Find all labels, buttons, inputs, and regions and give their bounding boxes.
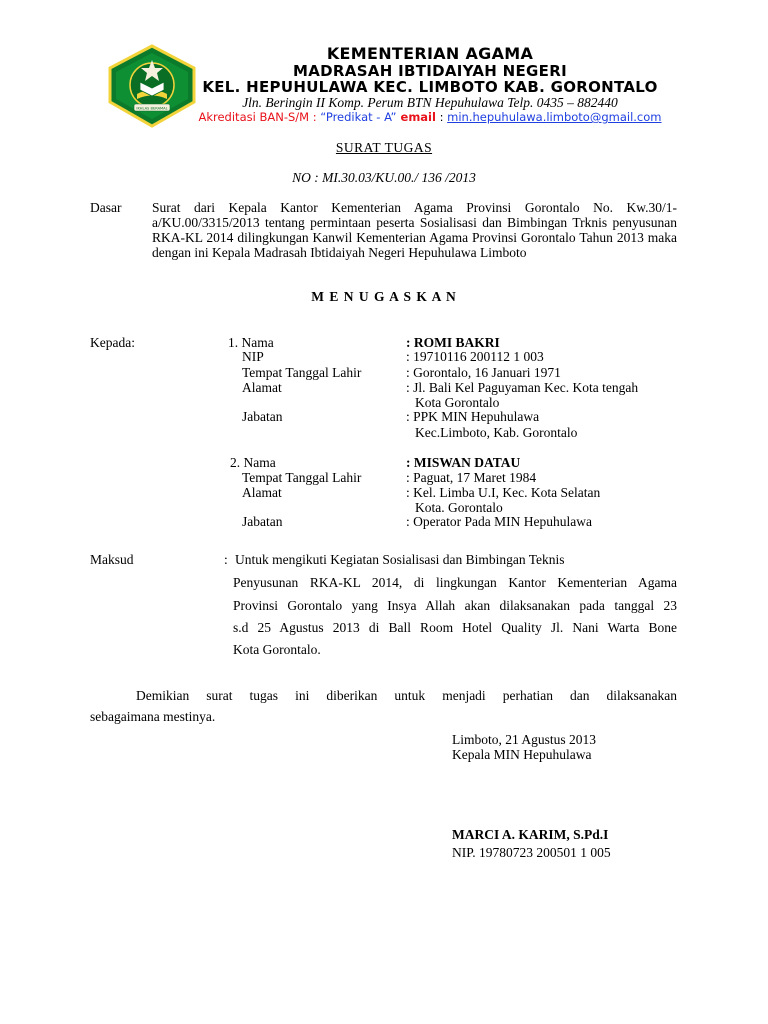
p1-alamat-label: Alamat xyxy=(242,380,282,395)
email-separator: : xyxy=(435,110,448,124)
signer-nip: NIP. 19780723 200501 1 005 xyxy=(452,845,611,860)
maksud-line: Penyusunan RKA-KL 2014, di lingkungan Kantor Kementerian Agama xyxy=(233,575,677,590)
p1-jabatan-line2: Kec.Limboto, Kab. Gorontalo xyxy=(415,425,578,440)
accreditation-label: Akreditasi BAN-S/M : xyxy=(198,110,321,124)
maksud-colon: : xyxy=(224,552,228,567)
maksud-label: Maksud xyxy=(90,552,134,567)
signer-name: MARCI A. KARIM, S.Pd.I xyxy=(452,827,609,842)
p1-alamat-line1: : Jl. Bali Kel Paguyaman Kec. Kota tengah xyxy=(406,380,639,395)
p2-ttl-label: Tempat Tanggal Lahir xyxy=(242,470,362,485)
kepada-label: Kepada: xyxy=(90,335,135,350)
p2-alamat-label: Alamat xyxy=(242,485,282,500)
header-location: KEL. HEPUHULAWA KEC. LIMBOTO KAB. GORONTALO xyxy=(202,78,658,96)
maksud-line: Untuk mengikuti Kegiatan Sosialisasi dan Bimbingan Teknis xyxy=(235,552,565,567)
p2-jabatan: : Operator Pada MIN Hepuhulawa xyxy=(406,514,592,529)
p2-nama-label: 2. Nama xyxy=(230,455,276,470)
p2-ttl: : Paguat, 17 Maret 1984 xyxy=(406,470,537,485)
dasar-text: Surat dari Kepala Kantor Kementerian Agama Provinsi Gorontalo No. Kw.30/1-a/KU.00/3315/2013 tentang permintaan peserta Sosialisasi dan Bimbingan Trknis penyusunan RKA-KL 2014 dilingkungan Kanwil Kementerian Agama Provinsi Gorontalo Tahun 2013 maka dengan ini Kepala Madrasah Ibtidaiyah Negeri Hepuhulawa Limboto xyxy=(152,200,677,260)
header-address: Jln. Beringin II Komp. Perum BTN Hepuhulawa Telp. 0435 – 882440 xyxy=(242,95,618,110)
letter-title: SURAT TUGAS xyxy=(335,140,433,155)
p1-ttl-label: Tempat Tanggal Lahir xyxy=(242,365,362,380)
maksud-line: s.d 25 Agustus 2013 di Ball Room Hotel Quality Jl. Nani Warta Bone xyxy=(233,620,677,635)
p1-jabatan-label: Jabatan xyxy=(242,409,283,424)
p1-nip: : 19710116 200112 1 003 xyxy=(406,349,544,364)
p1-nama-label: 1. Nama xyxy=(228,335,274,350)
p1-ttl: : Gorontalo, 16 Januari 1971 xyxy=(406,365,561,380)
p2-nama: : MISWAN DATAU xyxy=(406,455,521,470)
closing-line2: sebagaimana mestinya. xyxy=(90,709,216,724)
svg-text:IKHLAS BERAMAL: IKHLAS BERAMAL xyxy=(136,106,168,111)
p1-jabatan-line1: : PPK MIN Hepuhulawa xyxy=(406,409,540,424)
menugaskan-heading: M E N U G A S K A N xyxy=(311,289,457,304)
letter-number: NO : MI.30.03/KU.00./ 136 /2013 xyxy=(292,170,476,185)
header-accreditation xyxy=(90,110,768,124)
place-date: Limboto, 21 Agustus 2013 xyxy=(452,732,597,747)
closing-line1: Demikian surat tugas ini diberikan untuk menjadi perhatian dan dilaksanakan xyxy=(136,688,677,703)
dasar-label: Dasar xyxy=(90,200,122,215)
p2-alamat-line1: : Kel. Limba U.I, Kec. Kota Selatan xyxy=(406,485,601,500)
signer-title: Kepala MIN Hepuhulawa xyxy=(452,747,592,762)
maksud-line: Kota Gorontalo. xyxy=(233,642,321,657)
p1-nama: : ROMI BAKRI xyxy=(406,335,500,350)
p1-alamat-line2: Kota Gorontalo xyxy=(415,395,500,410)
header-ministry: KEMENTERIAN AGAMA xyxy=(326,44,534,63)
p2-alamat-line2: Kota. Gorontalo xyxy=(415,500,503,515)
accreditation-value: “Predikat - A” xyxy=(320,110,397,124)
email-label: email xyxy=(396,110,436,124)
header-school: MADRASAH IBTIDAIYAH NEGERI xyxy=(293,62,567,80)
email-link[interactable]: min.hepuhulawa.limboto@gmail.com xyxy=(447,110,662,124)
p2-jabatan-label: Jabatan xyxy=(242,514,283,529)
maksud-line: Provinsi Gorontalo yang Insya Allah akan dilaksanakan pada tanggal 23 xyxy=(233,598,677,613)
p1-nip-label: NIP xyxy=(242,349,264,364)
